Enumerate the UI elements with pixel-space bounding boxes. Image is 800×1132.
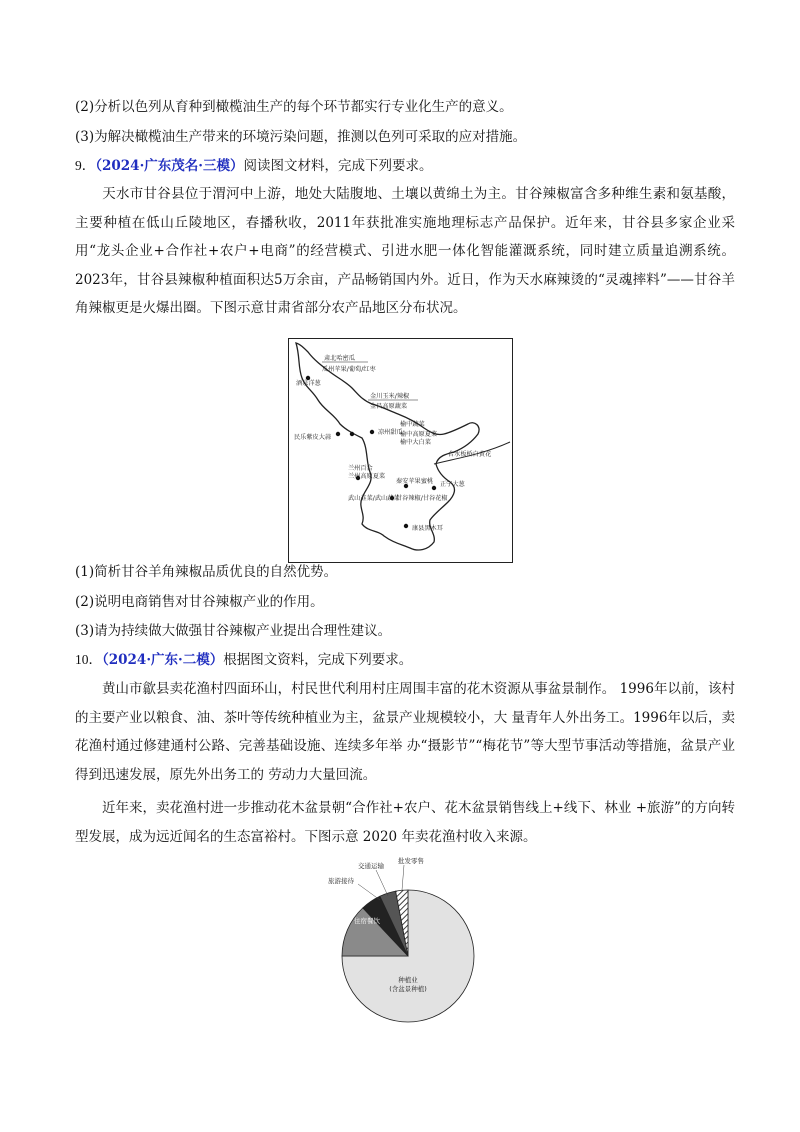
question-10-material-1 [75,675,735,789]
map-label: 瓜州苹果/葡萄/红枣 [322,366,376,373]
map-label: 民乐紫皮大蒜 [294,434,332,441]
map-label: 康县黑木耳 [412,525,443,532]
map-label: 兰州高原夏菜 [348,473,386,480]
question-10-instruction: 根据图文资料，完成下列要求。 [223,652,413,668]
pie-leader-line-0 [358,884,380,900]
map-label: 正宁大葱 [440,481,465,488]
question-10-material-1-text: 黄山市歙县卖花渔村四面环山，村民世代利用村庄周围丰富的花木资源从事盆景制作。 1996年以前，该村的主要产业以粮食、油、茶叶等传统种植业为主，盆景产业规模较小，大 量青年人外出务工。1996年以后，卖花渔村通过修建通村公路、完善基础设施、连续多年举 办“摄影节”“梅花节”等大型节事活动等措施，盆景产业得到迅速发展，原先外出务工的 劳动力大量回流。 [75,681,735,783]
map-label: 金川玉米/辣椒 [370,393,410,400]
pie-label-4: 批发零售 [398,857,424,865]
question-10-number: 10． [75,652,102,667]
map-dot [336,432,340,436]
question-10-header [75,651,412,669]
map-dot [370,430,374,434]
map-label: 秦安苹果蜜桃 [396,478,434,485]
question-9-source: （2024·广东茂名·三模） [95,158,244,174]
pie-label-0: 种植业 [398,976,418,984]
map-label: 金昌高原蔬菜 [370,403,408,410]
question-9-part-2: (2)说明电商销售对甘谷辣椒产业的作用。 [75,594,324,610]
pie-leader-line-1 [376,870,388,896]
map-label: 肃北哈密瓜 [324,355,355,362]
question-9-header [75,157,432,175]
map-dot [404,524,408,528]
map-label: 榆中大白菜 [400,439,431,446]
question-9-instruction: 阅读图文材料，完成下列要求。 [243,158,433,174]
map-label: 榆中蔬菜 [400,421,425,428]
question-9-material-text: 天水市甘谷县位于渭河中上游，地处大陆腹地、土壤以黄绵土为主。甘谷辣椒富含多种维生素和氨基酸，主要种植在低山丘陵地区，春播秋收，2011年获批准实施地理标志产品保护。近年来，甘谷县多家企业采用“龙头企业+合作社+农户+电商”的经营模式、引进水肥一体化智能灌溉系统，同时建立质量追溯系统。2023年，甘谷县辣椒种植面积达5万余亩，产品畅销国内外。近日，作为天水麻辣烫的“灵魂摔料”——甘谷羊角辣椒更是火爆出圈。下图示意甘肃省部分农产品地区分布状况。 [75,186,735,316]
question-10-material-2 [75,794,735,851]
pie-sublabel-0: (含盆景种植) [389,985,427,993]
map-dot [350,432,354,436]
map-label: 榆中高原夏菜 [400,431,438,438]
map-label: 凉州甜瓜 [378,429,403,436]
map-label: 酒泉洋葱 [296,380,321,387]
question-8-part-2: (2)分析以色列从育种到橄榄油生产的每个环节都实行专业化生产的意义。 [75,99,513,115]
pie-label-3: 交通运输 [358,862,384,870]
question-10-material-2-text: 近年来，卖花渔村进一步推动花木盆景朝“合作社+农户、花木盆景销售线上+线下、林业 +旅游”的方向转型发展，成为远近闻名的生态富裕村。下图示意 2020 年卖花渔村收入来源。 [75,800,735,845]
question-9-material [75,180,735,323]
question-9-part-1: (1)简析甘谷羊角辣椒品质优良的自然优势。 [75,564,338,580]
question-8-part-3: (3)为解决橄榄油生产带来的环境污染问题，推测以色列可采取的应对措施。 [75,129,527,145]
pie-leader-line-2 [402,865,404,890]
question-9-part-3: (3)请为持续做大做强甘谷辣椒产业提出合理性建议。 [75,623,392,639]
map-label: 兰州百合 [348,465,373,472]
pie-label-1: 住宿餐饮 [354,917,380,925]
gansu-map-figure [288,338,513,563]
question-10-source: （2024·广东·二模） [102,652,224,668]
map-label: 武山韭菜/武山蔬菜 [348,495,400,502]
map-label: 合水板桥白黄花 [448,451,492,458]
map-label: 甘谷辣椒/甘谷花椒 [396,495,448,502]
question-9-number: 9． [75,158,96,173]
pie-label-2: 旅游接待 [328,877,354,885]
income-pie-chart [318,856,478,1026]
map-dot [432,486,436,490]
